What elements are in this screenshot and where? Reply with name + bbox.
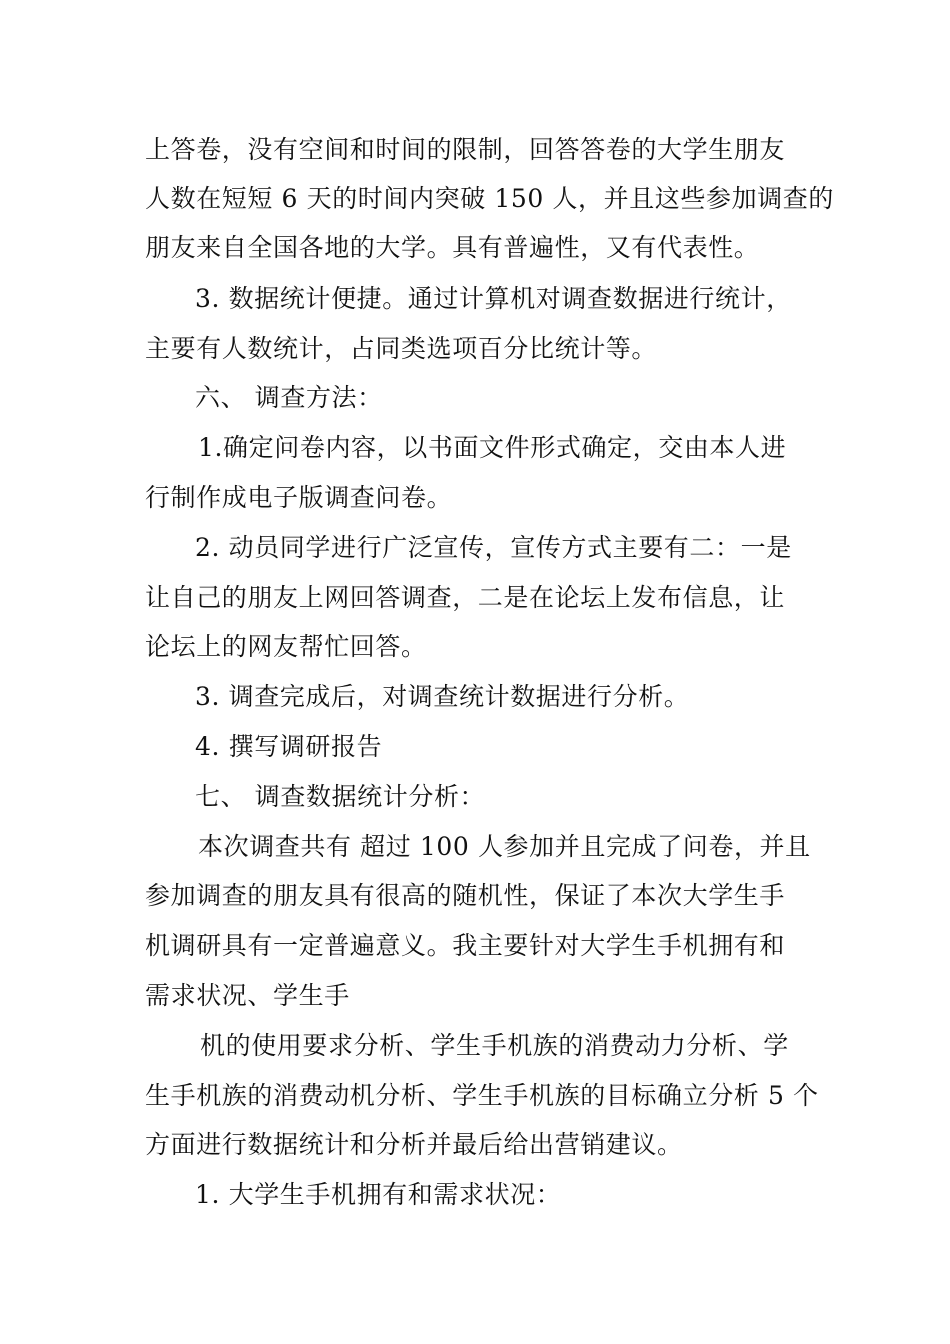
paragraph-line: 方面进行数据统计和分析并最后给出营销建议。 <box>145 1130 683 1159</box>
paragraph-line: 朋友来自全国各地的大学。具有普遍性，又有代表性。 <box>145 233 760 262</box>
section-heading: 六、 调查方法： <box>195 383 383 412</box>
paragraph-line: 行制作成电子版调查问卷。 <box>145 483 453 512</box>
paragraph-line: 1.确定问卷内容，以书面文件形式确定，交由本人进 <box>198 433 787 462</box>
paragraph-line: 机调研具有一定普遍意义。我主要针对大学生手机拥有和 <box>145 931 786 960</box>
paragraph-line: 2. 动员同学进行广泛宣传，宣传方式主要有二：一是 <box>195 533 792 562</box>
paragraph-line: 人数在短短 6 天的时间内突破 150 人，并且这些参加调查的 <box>145 184 835 213</box>
paragraph-line: 4. 撰写调研报告 <box>195 732 383 761</box>
paragraph-line: 生手机族的消费动机分析、学生手机族的目标确立分析 5 个 <box>145 1081 819 1110</box>
paragraph-line: 3. 调查完成后，对调查统计数据进行分析。 <box>195 682 690 711</box>
paragraph-line: 参加调查的朋友具有很高的随机性，保证了本次大学生手 <box>145 881 786 910</box>
paragraph-line: 本次调查共有 超过 100 人参加并且完成了问卷，并且 <box>198 832 811 861</box>
paragraph-line: 1. 大学生手机拥有和需求状况： <box>195 1180 562 1209</box>
paragraph-line: 论坛上的网友帮忙回答。 <box>145 632 427 661</box>
paragraph-line: 让自己的朋友上网回答调查，二是在论坛上发布信息，让 <box>145 583 786 612</box>
paragraph-line: 主要有人数统计，占同类选项百分比统计等。 <box>145 334 658 363</box>
paragraph-line: 3. 数据统计便捷。通过计算机对调查数据进行统计， <box>195 284 792 313</box>
paragraph-line: 机的使用要求分析、学生手机族的消费动力分析、学 <box>200 1031 789 1060</box>
paragraph-line: 需求状况、学生手 <box>145 981 350 1010</box>
section-heading: 七、 调查数据统计分析： <box>195 782 486 811</box>
paragraph-line: 上答卷，没有空间和时间的限制，回答答卷的大学生朋友 <box>145 135 786 164</box>
